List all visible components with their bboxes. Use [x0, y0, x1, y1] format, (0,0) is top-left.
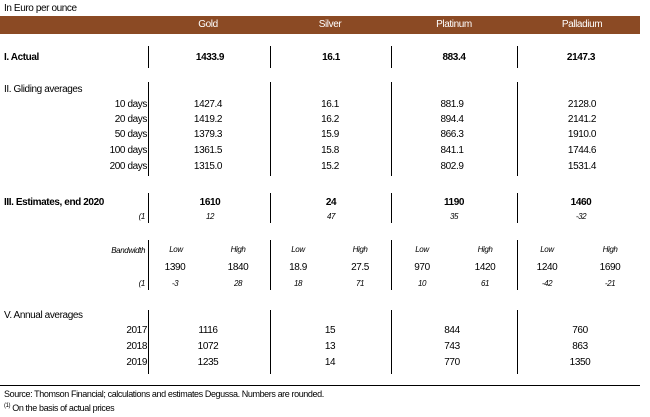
cell: 863 [572, 341, 588, 352]
cell: 15.9 [321, 129, 339, 140]
footnote-marker: (1 [138, 212, 145, 221]
cell: 15 [324, 325, 336, 336]
cell: 760 [572, 325, 588, 336]
high-label: High [477, 245, 493, 254]
column-header-palladium: Palladium [561, 19, 603, 30]
cell: 18 [293, 279, 303, 288]
estimate-change-gold: 12 [205, 212, 215, 221]
estimate-platinum: 1190 [443, 197, 465, 208]
cell: 866.3 [440, 129, 464, 140]
cell: 1744.6 [567, 145, 597, 156]
cell: 13 [324, 341, 336, 352]
cell: -42 [541, 279, 553, 288]
cell: -21 [604, 279, 616, 288]
source-note: Source: Thomson Financial; calculations and estimates Degussa. Numbers are rounded. [4, 389, 324, 399]
separator [148, 46, 149, 68]
high-label: High [230, 245, 246, 254]
low-label: Low [540, 245, 554, 254]
table-title: In Euro per ounce [4, 3, 77, 14]
cell: 1235 [197, 357, 219, 368]
separator [148, 82, 149, 176]
footnote-marker: (1 [138, 279, 145, 288]
cell: 1361.5 [193, 145, 223, 156]
column-header-platinum: Platinum [436, 19, 472, 30]
cell: 1072 [197, 341, 219, 352]
separator [148, 310, 149, 374]
row-label: 2019 [126, 357, 147, 368]
separator [270, 310, 271, 374]
separator [391, 310, 392, 374]
cell: 1910.0 [567, 129, 597, 140]
cell: 802.9 [440, 161, 464, 172]
low-label: Low [415, 245, 429, 254]
cell: 16.1 [321, 99, 339, 110]
bandwidth-low-gold: 1390 [164, 262, 186, 273]
row-label: 100 days [109, 145, 147, 156]
cell: 2141.2 [567, 114, 597, 125]
cell: 841.1 [440, 145, 464, 156]
separator [270, 46, 271, 68]
footnote [4, 403, 114, 413]
high-label: High [352, 245, 368, 254]
low-label: Low [291, 245, 305, 254]
separator [517, 193, 518, 223]
bandwidth-high-gold: 1840 [227, 262, 249, 273]
actual-platinum: 883.4 [442, 52, 466, 63]
row-label: 50 days [114, 129, 147, 140]
row-label: 2018 [126, 341, 147, 352]
column-header-gold: Gold [198, 19, 218, 30]
cell: 16.2 [321, 114, 339, 125]
cell: 61 [480, 279, 490, 288]
bandwidth-low-platinum: 970 [414, 262, 430, 273]
column-header-silver: Silver [318, 19, 342, 30]
separator [270, 193, 271, 223]
row-label: 10 days [114, 99, 147, 110]
actual-silver: 16.1 [322, 52, 340, 63]
cell: 1379.3 [193, 129, 223, 140]
separator [148, 193, 149, 223]
section-label-gliding: II. Gliding averages [4, 84, 83, 95]
cell: 2128.0 [567, 99, 597, 110]
cell: 14 [324, 357, 336, 368]
row-label: 20 days [114, 114, 147, 125]
cell: 844 [444, 325, 460, 336]
estimate-change-palladium: -32 [575, 212, 587, 221]
low-label: Low [169, 245, 183, 254]
separator [391, 240, 392, 290]
cell: 15.8 [321, 145, 339, 156]
footnote-text: On the basis of actual prices [10, 403, 115, 413]
bandwidth-low-palladium: 1240 [536, 262, 558, 273]
separator [148, 240, 149, 290]
cell: 1531.4 [567, 161, 597, 172]
actual-palladium: 2147.3 [566, 52, 596, 63]
estimate-change-platinum: 35 [449, 212, 459, 221]
bandwidth-label: Bandwidth [111, 246, 145, 255]
bandwidth-high-silver: 27.5 [351, 262, 369, 273]
section-label-estimates: III. Estimates, end 2020 [4, 197, 104, 208]
separator [391, 193, 392, 223]
bandwidth-high-palladium: 1690 [599, 262, 621, 273]
cell: 28 [233, 279, 243, 288]
cell: 881.9 [440, 99, 464, 110]
row-label: 2017 [126, 325, 147, 336]
separator [517, 82, 518, 176]
cell: 1419.2 [193, 114, 223, 125]
separator [517, 46, 518, 68]
separator [391, 82, 392, 176]
footnote-marker: (1) [4, 403, 11, 409]
cell: 1350 [569, 357, 591, 368]
section-label-actual: I. Actual [4, 52, 39, 63]
footer-rule [0, 385, 640, 386]
cell: 71 [355, 279, 365, 288]
high-label: High [602, 245, 618, 254]
separator [517, 310, 518, 374]
cell: -3 [171, 279, 179, 288]
cell: 770 [444, 357, 460, 368]
estimate-silver: 24 [325, 197, 337, 208]
column-header-bar [0, 16, 640, 34]
cell: 15.2 [321, 161, 339, 172]
cell: 1315.0 [193, 161, 223, 172]
cell: 1427.4 [193, 99, 223, 110]
actual-gold: 1433.9 [195, 52, 225, 63]
cell: 10 [417, 279, 427, 288]
separator [270, 82, 271, 176]
estimate-palladium: 1460 [570, 197, 592, 208]
row-label: 200 days [109, 161, 147, 172]
cell: 743 [444, 341, 460, 352]
estimate-change-silver: 47 [326, 212, 336, 221]
estimate-gold: 1610 [199, 197, 221, 208]
cell: 894.4 [440, 114, 464, 125]
cell: 1116 [198, 325, 218, 336]
bandwidth-high-platinum: 1420 [474, 262, 496, 273]
bandwidth-low-silver: 18.9 [289, 262, 307, 273]
separator [517, 240, 518, 290]
separator [391, 46, 392, 68]
separator [270, 240, 271, 290]
section-label-annual: V. Annual averages [4, 310, 83, 321]
